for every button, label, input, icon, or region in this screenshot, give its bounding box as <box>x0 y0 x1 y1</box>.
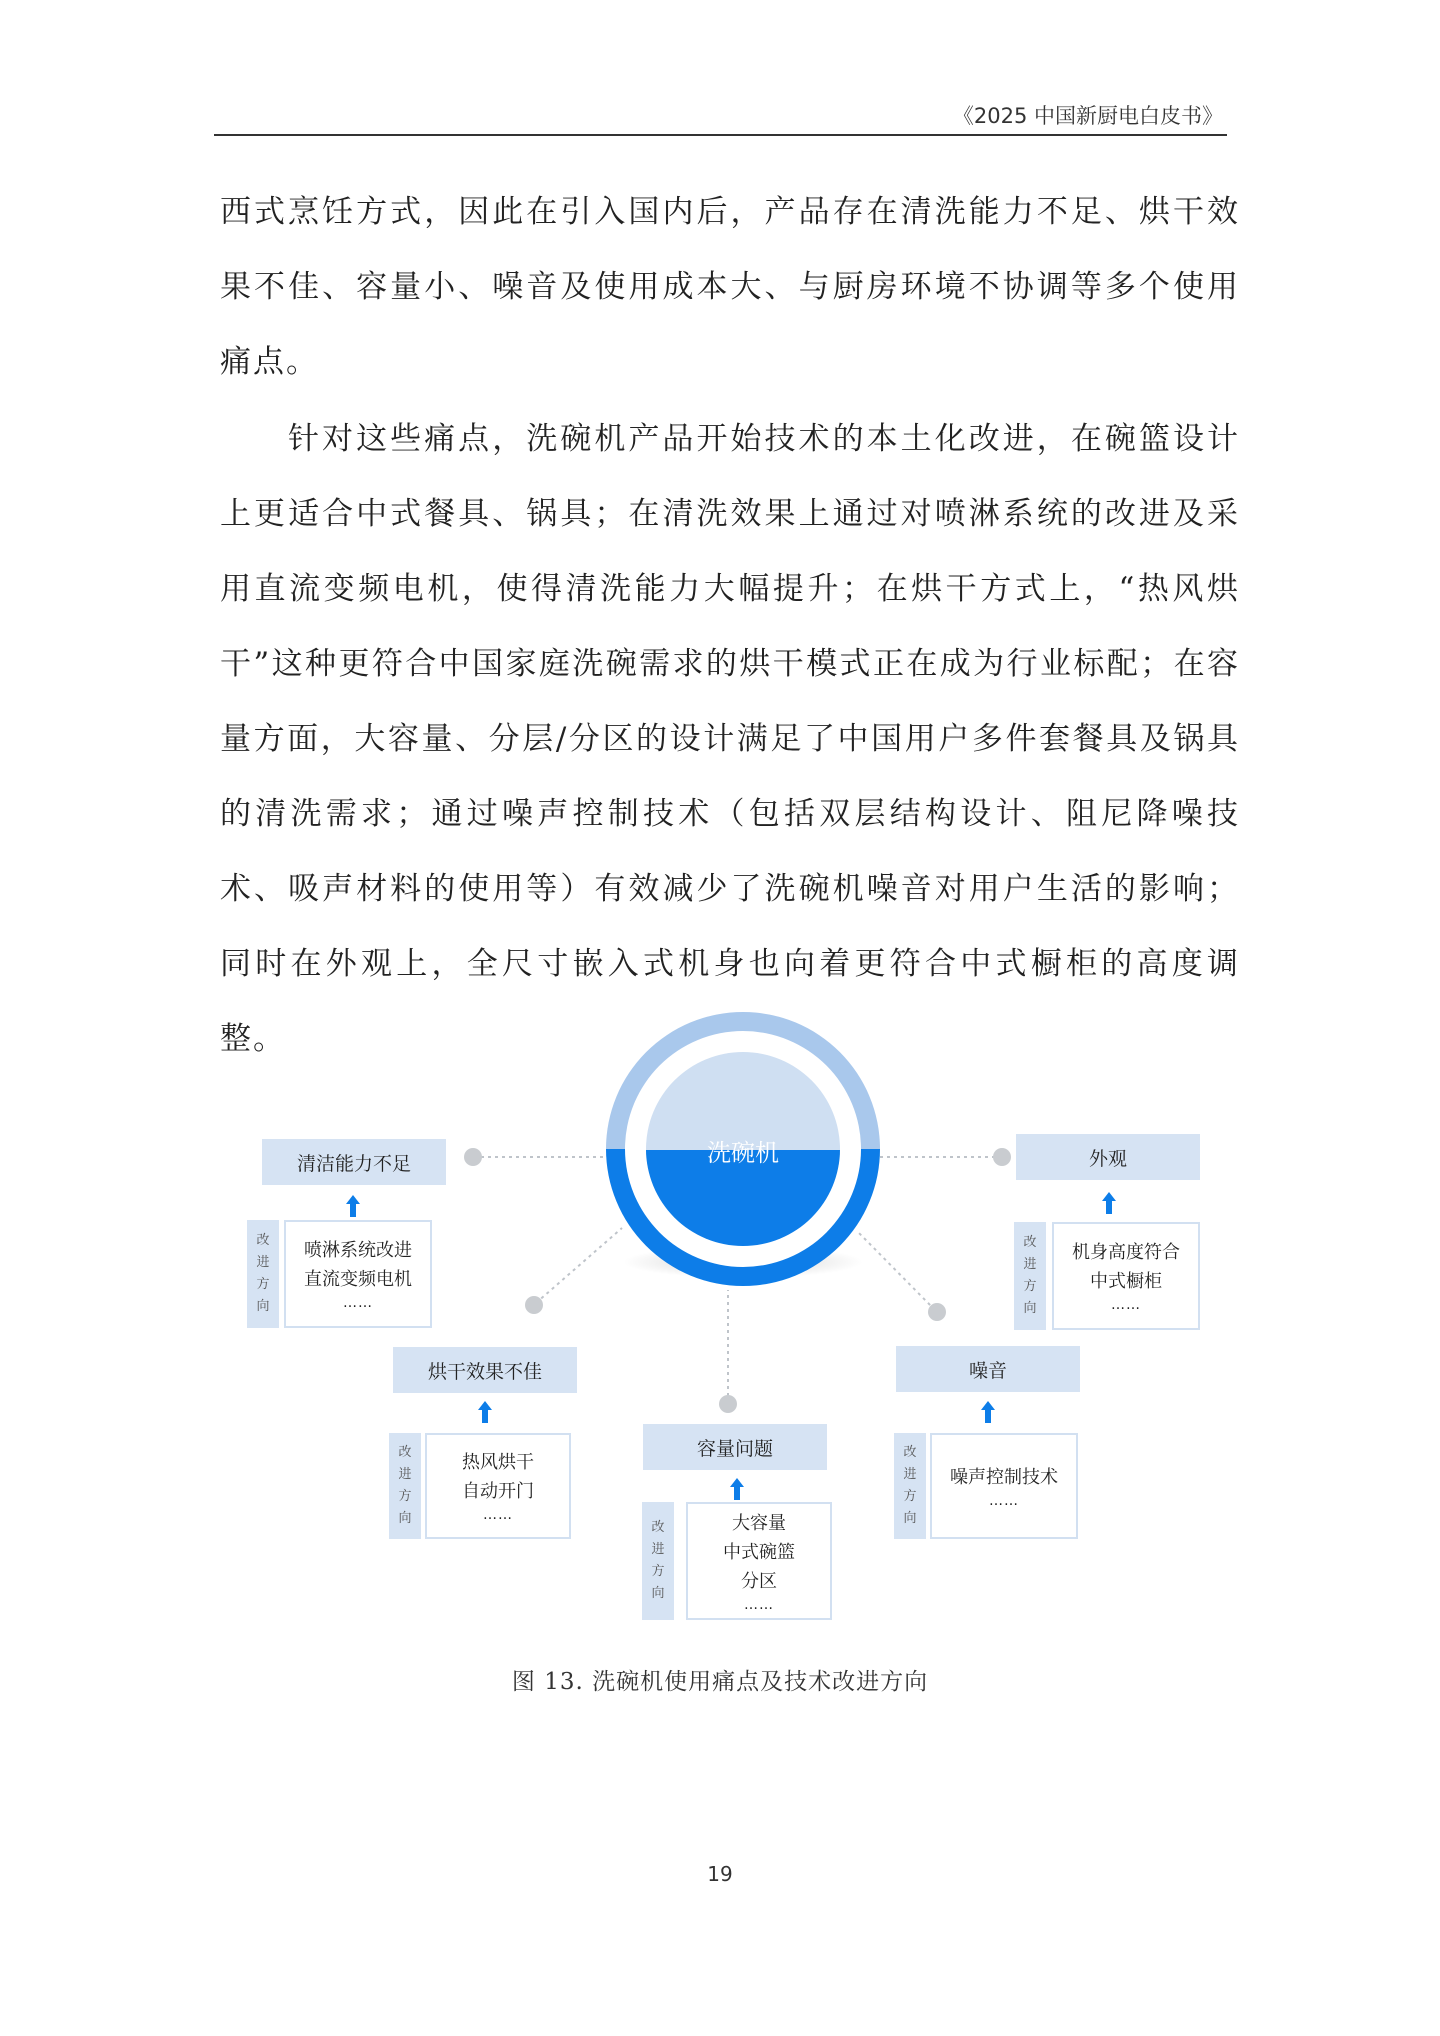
improvement-label: 改 进 方 向 <box>247 1220 279 1328</box>
connector-line <box>858 1232 935 1310</box>
improvement-box-appearance: 机身高度符合 中式橱柜 …… <box>1052 1222 1200 1330</box>
improvement-box-cleaning: 喷淋系统改进 直流变频电机 …… <box>284 1220 432 1328</box>
up-arrow-icon <box>981 1401 995 1423</box>
pain-point-drying: 烘干效果不佳 <box>393 1347 577 1393</box>
pain-point-capacity: 容量问题 <box>643 1424 827 1470</box>
pain-point-noise: 噪音 <box>896 1346 1080 1392</box>
figure-caption: 图 13. 洗碗机使用痛点及技术改进方向 <box>511 1669 929 1695</box>
document-header-title: 《2025 中国新厨电白皮书》 <box>952 104 1223 128</box>
improvement-box-capacity: 大容量 中式碗篮 分区 …… <box>686 1502 832 1620</box>
up-arrow-icon <box>730 1478 744 1500</box>
up-arrow-icon <box>346 1195 360 1217</box>
improvement-box-drying: 热风烘干 自动开门 …… <box>425 1433 571 1539</box>
up-arrow-icon <box>478 1401 492 1423</box>
improvement-label: 改 进 方 向 <box>642 1502 674 1620</box>
connector-dot <box>928 1303 946 1321</box>
body-paragraph-1: 西式烹饪方式，因此在引入国内后，产品存在清洗能力不足、烘干效果不佳、容量小、噪音及使用成本大、与厨房环境不协调等多个使用痛点。 <box>220 194 1240 380</box>
connector-dot <box>993 1148 1011 1166</box>
improvement-box-noise: 噪声控制技术 …… <box>930 1433 1078 1539</box>
connector-line <box>536 1228 622 1303</box>
connector-dot <box>525 1296 543 1314</box>
improvement-label: 改 进 方 向 <box>389 1433 421 1539</box>
body-paragraph-2: 针对这些痛点，洗碗机产品开始技术的本土化改进，在碗篮设计上更适合中式餐具、锅具；在清洗效果上通过对喷淋系统的改进及采用直流变频电机，使得清洗能力大幅提升；在烘干方式上，“热风烘干”这种更符合中国家庭洗碗需求的烘干模式正在成为行业标配；在容量方面，大容量、分层/分区的设计满足了中国用户多件套餐具及锅具的清洗需求；通过噪声控制技术（包括双层结构设计、阻尼降噪技术、吸声材料的使用等）有效减少了洗碗机噪音对用户生活的影响；同时在外观上，全尺寸嵌入式机身也向着更符合中式橱柜的高度调整。 <box>220 421 1240 1057</box>
improvement-label: 改 进 方 向 <box>894 1433 926 1539</box>
page-number: 19 <box>707 1862 733 1886</box>
up-arrow-icon <box>1102 1192 1116 1214</box>
connector-dot <box>464 1148 482 1166</box>
pain-point-cleaning: 清洁能力不足 <box>262 1139 446 1185</box>
pain-point-appearance: 外观 <box>1016 1134 1200 1180</box>
improvement-label: 改 进 方 向 <box>1014 1222 1046 1330</box>
center-label: 洗碗机 <box>707 1139 779 1167</box>
connector-dot <box>719 1395 737 1413</box>
